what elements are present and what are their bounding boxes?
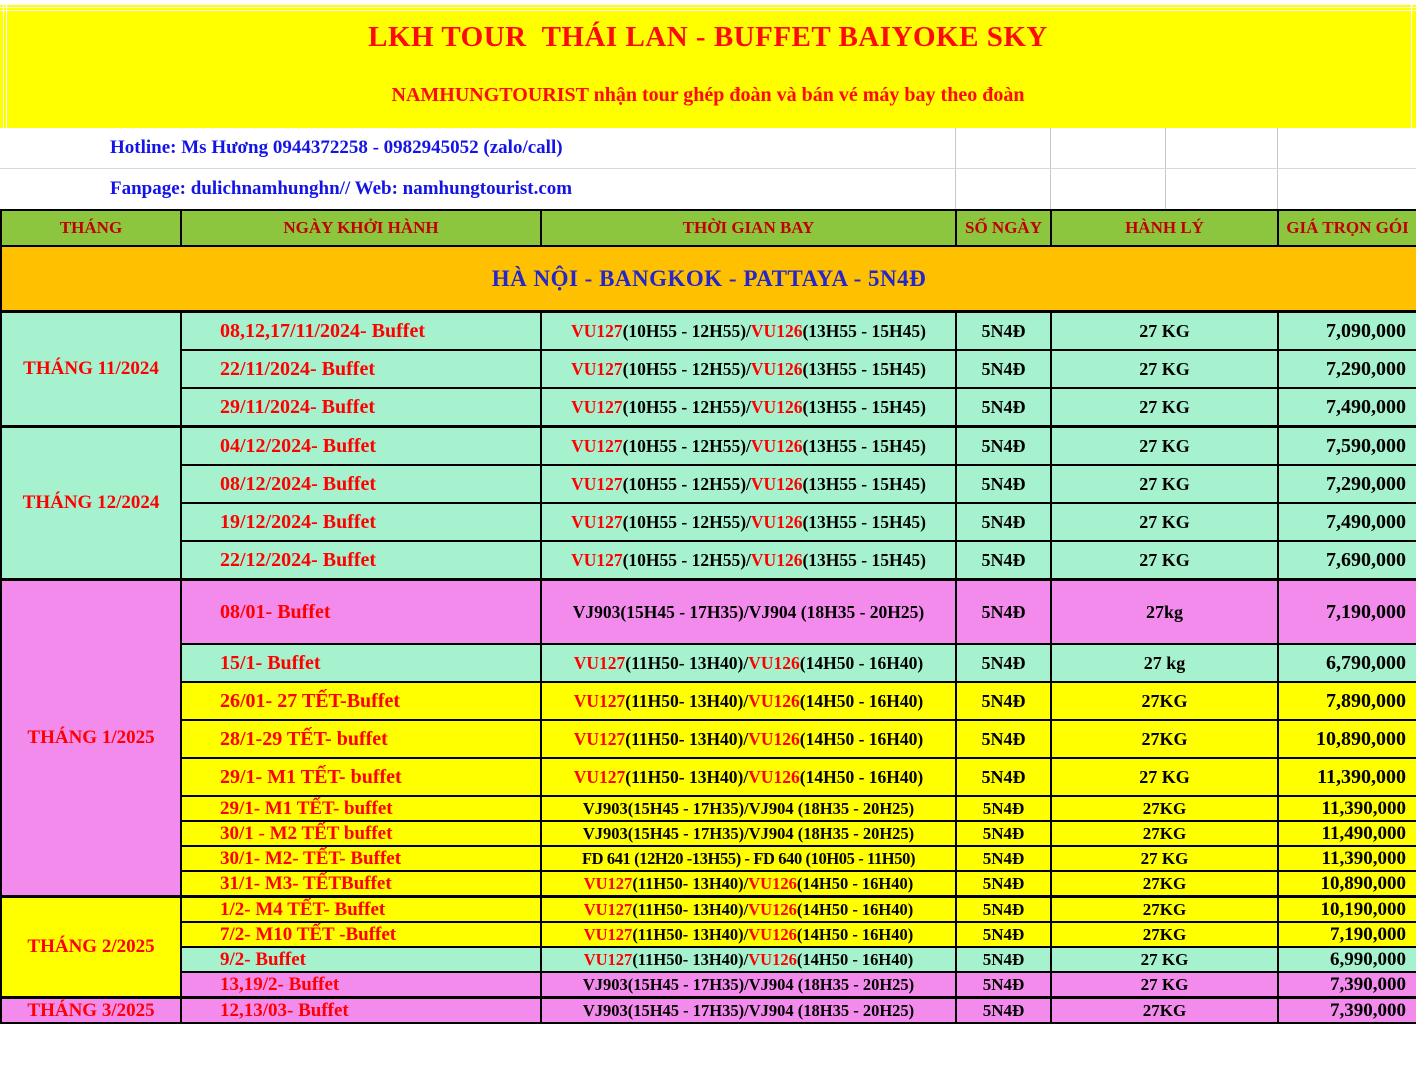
gridline bbox=[1277, 128, 1278, 168]
days-cell[interactable]: 5N4Đ bbox=[956, 312, 1051, 351]
flight-time: (13H55 - 15H45) bbox=[802, 511, 926, 532]
flight-time: (11H50- 13H40)/ bbox=[632, 924, 749, 944]
gridline bbox=[1050, 128, 1051, 168]
flight-cell[interactable] bbox=[541, 644, 956, 682]
date-cell[interactable]: 1/2- M4 TẾT- Buffet bbox=[181, 897, 541, 923]
baggage-cell[interactable]: 27KG bbox=[1051, 796, 1278, 821]
fanpage-text: Fanpage: dulichnamhunghn// Web: namhungtourist.com bbox=[110, 178, 573, 199]
baggage-cell[interactable]: 27 kg bbox=[1051, 644, 1278, 682]
flight-time: (14H50 - 16H40) bbox=[799, 766, 924, 787]
flight-time: (13H55 - 15H45) bbox=[802, 549, 926, 570]
flight-code: VU127 bbox=[583, 924, 633, 944]
flight-cell[interactable] bbox=[541, 796, 956, 821]
column-header-month[interactable]: THÁNG bbox=[1, 210, 181, 246]
flight-code: VU126 bbox=[748, 728, 800, 749]
price-cell[interactable]: 11,390,000 bbox=[1278, 796, 1416, 821]
baggage-cell[interactable]: 27 KG bbox=[1051, 465, 1278, 503]
table-row bbox=[1, 465, 1416, 503]
banner-gridline bbox=[0, 7, 1416, 8]
flight-time: (10H55 - 12H55)/ bbox=[622, 358, 751, 379]
flight-code: VU127 bbox=[573, 690, 626, 711]
flight-time: (11H50- 13H40)/ bbox=[632, 899, 749, 919]
flight-time: (10H55 - 12H55)/ bbox=[622, 473, 751, 494]
date-cell[interactable]: 9/2- Buffet bbox=[181, 947, 541, 972]
table-row bbox=[1, 821, 1416, 846]
flight-code: VU126 bbox=[748, 652, 800, 673]
days-cell[interactable]: 5N4Đ bbox=[956, 897, 1051, 923]
flight-cell[interactable] bbox=[541, 682, 956, 720]
flight-time: FD 641 (12H20 -13H55) - FD 640 (10H05 - 11H50) bbox=[581, 848, 916, 868]
gridline bbox=[1277, 169, 1278, 209]
flight-time: (10H55 - 12H55)/ bbox=[622, 435, 751, 456]
flight-cell[interactable] bbox=[541, 720, 956, 758]
flight-code: VU126 bbox=[750, 396, 803, 417]
table-row bbox=[1, 682, 1416, 720]
price-cell[interactable]: 7,190,000 bbox=[1278, 922, 1416, 947]
flight-time: (14H50 - 16H40) bbox=[799, 690, 924, 711]
baggage-cell[interactable]: 27 KG bbox=[1051, 503, 1278, 541]
flight-time: (10H55 - 12H55)/ bbox=[622, 511, 751, 532]
price-cell[interactable]: 7,590,000 bbox=[1278, 427, 1416, 466]
date-cell[interactable]: 04/12/2024- Buffet bbox=[181, 427, 541, 466]
flight-time: (13H55 - 15H45) bbox=[802, 320, 926, 341]
flight-code: VU127 bbox=[571, 511, 623, 532]
table-row bbox=[1, 846, 1416, 871]
days-cell[interactable]: 5N4Đ bbox=[956, 541, 1051, 580]
price-cell[interactable]: 7,690,000 bbox=[1278, 541, 1416, 580]
price-cell[interactable]: 7,290,000 bbox=[1278, 465, 1416, 503]
date-cell[interactable]: 29/11/2024- Buffet bbox=[181, 388, 541, 427]
date-cell[interactable]: 29/1- M1 TẾT- buffet bbox=[181, 796, 541, 821]
flight-code: VU127 bbox=[571, 435, 623, 456]
price-cell[interactable]: 11,390,000 bbox=[1278, 846, 1416, 871]
date-cell[interactable]: 31/1- M3- TẾTBuffet bbox=[181, 871, 541, 897]
flight-time: (11H50- 13H40)/ bbox=[632, 873, 749, 893]
baggage-cell[interactable]: 27 KG bbox=[1051, 541, 1278, 580]
flight-cell[interactable] bbox=[541, 998, 956, 1024]
price-cell[interactable]: 7,390,000 bbox=[1278, 972, 1416, 998]
baggage-cell[interactable]: 27 KG bbox=[1051, 972, 1278, 998]
banner-gridline bbox=[3, 5, 4, 128]
table-row bbox=[1, 972, 1416, 998]
flight-time: (13H55 - 15H45) bbox=[802, 396, 926, 417]
flight-cell[interactable] bbox=[541, 465, 956, 503]
flight-time: (14H50 - 16H40) bbox=[796, 949, 914, 969]
flight-cell[interactable] bbox=[541, 972, 956, 998]
flight-time: VJ903(15H45 - 17H35)/VJ904 (18H35 - 20H25) bbox=[582, 823, 915, 843]
page-subtitle: NAMHUNGTOURIST nhận tour ghép đoàn và bán vé máy bay theo đoàn bbox=[391, 84, 1025, 106]
flight-time: (14H50 - 16H40) bbox=[799, 728, 924, 749]
baggage-cell[interactable]: 27 KG bbox=[1051, 427, 1278, 466]
days-cell[interactable]: 5N4Đ bbox=[956, 644, 1051, 682]
table-row bbox=[1, 388, 1416, 427]
baggage-cell[interactable]: 27 KG bbox=[1051, 758, 1278, 796]
flight-code: VU126 bbox=[750, 435, 803, 456]
flight-time: (14H50 - 16H40) bbox=[799, 652, 924, 673]
flight-time: (11H50- 13H40)/ bbox=[625, 728, 749, 749]
price-cell[interactable]: 10,190,000 bbox=[1278, 897, 1416, 923]
banner bbox=[0, 5, 1416, 128]
flight-code: VU126 bbox=[750, 473, 803, 494]
flight-time: (13H55 - 15H45) bbox=[802, 435, 926, 456]
flight-time: (10H55 - 12H55)/ bbox=[622, 549, 751, 570]
month-cell[interactable]: THÁNG 2/2025 bbox=[1, 897, 181, 998]
banner-gridline bbox=[0, 10, 1416, 11]
table-row bbox=[1, 427, 1416, 466]
banner-gridline bbox=[6, 5, 7, 128]
date-cell[interactable]: 22/12/2024- Buffet bbox=[181, 541, 541, 580]
baggage-cell[interactable]: 27KG bbox=[1051, 821, 1278, 846]
baggage-cell[interactable]: 27KG bbox=[1051, 682, 1278, 720]
flight-code: VU126 bbox=[750, 358, 803, 379]
days-cell[interactable]: 5N4Đ bbox=[956, 998, 1051, 1024]
flight-time: (11H50- 13H40)/ bbox=[625, 766, 749, 787]
flight-code: VU126 bbox=[750, 511, 803, 532]
baggage-cell[interactable]: 27 KG bbox=[1051, 312, 1278, 351]
flight-time: (11H50- 13H40)/ bbox=[625, 652, 749, 673]
flight-code: VU126 bbox=[748, 899, 797, 919]
page-title: LKH TOUR THÁI LAN - BUFFET BAIYOKE SKY bbox=[368, 21, 1048, 53]
header-row bbox=[1, 210, 1416, 246]
flight-time: (14H50 - 16H40) bbox=[796, 924, 914, 944]
flight-code: VU126 bbox=[750, 549, 803, 570]
flight-time: VJ903(15H45 - 17H35)/VJ904 (18H35 - 20H25) bbox=[572, 601, 925, 622]
price-cell[interactable]: 6,790,000 bbox=[1278, 644, 1416, 682]
days-cell[interactable]: 5N4Đ bbox=[956, 388, 1051, 427]
days-cell[interactable]: 5N4Đ bbox=[956, 846, 1051, 871]
baggage-cell[interactable]: 27KG bbox=[1051, 998, 1278, 1024]
banner-gridline bbox=[1411, 5, 1412, 128]
flight-cell[interactable] bbox=[541, 541, 956, 580]
flight-cell[interactable] bbox=[541, 312, 956, 351]
price-cell[interactable]: 10,890,000 bbox=[1278, 720, 1416, 758]
month-cell[interactable]: THÁNG 1/2025 bbox=[1, 580, 181, 897]
flight-code: VU127 bbox=[571, 473, 623, 494]
flight-code: VU127 bbox=[571, 549, 623, 570]
flight-code: VU126 bbox=[748, 766, 800, 787]
days-cell[interactable]: 5N4Đ bbox=[956, 503, 1051, 541]
flight-code: VU127 bbox=[583, 873, 633, 893]
table-row bbox=[1, 897, 1416, 923]
price-cell[interactable]: 7,090,000 bbox=[1278, 312, 1416, 351]
flight-cell[interactable] bbox=[541, 758, 956, 796]
table-row bbox=[1, 796, 1416, 821]
flight-time: (10H55 - 12H55)/ bbox=[622, 320, 751, 341]
flight-time: VJ903(15H45 - 17H35)/VJ904 (18H35 - 20H25) bbox=[582, 1000, 915, 1020]
days-cell[interactable]: 5N4Đ bbox=[956, 465, 1051, 503]
flight-time: (11H50- 13H40)/ bbox=[632, 949, 749, 969]
hotline-text: Hotline: Ms Hương 0944372258 - 0982945052 (zalo/call) bbox=[110, 137, 563, 158]
days-cell[interactable]: 5N4Đ bbox=[956, 720, 1051, 758]
days-cell[interactable]: 5N4Đ bbox=[956, 947, 1051, 972]
baggage-cell[interactable]: 27 KG bbox=[1051, 846, 1278, 871]
gridline bbox=[955, 169, 956, 209]
table-row bbox=[1, 758, 1416, 796]
flight-code: VU127 bbox=[571, 358, 623, 379]
baggage-cell[interactable]: 27KG bbox=[1051, 922, 1278, 947]
days-cell[interactable]: 5N4Đ bbox=[956, 796, 1051, 821]
baggage-cell[interactable]: 27KG bbox=[1051, 871, 1278, 897]
flight-code: VU127 bbox=[573, 728, 626, 749]
price-cell[interactable]: 6,990,000 bbox=[1278, 947, 1416, 972]
date-cell[interactable]: 08/01- Buffet bbox=[181, 580, 541, 645]
column-header-departure[interactable]: NGÀY KHỞI HÀNH bbox=[181, 210, 541, 246]
flight-cell[interactable] bbox=[541, 821, 956, 846]
hotline-row[interactable] bbox=[0, 128, 1416, 169]
flight-code: VU127 bbox=[571, 396, 623, 417]
flight-cell[interactable] bbox=[541, 427, 956, 466]
flight-cell[interactable] bbox=[541, 388, 956, 427]
date-cell[interactable]: 29/1- M1 TẾT- buffet bbox=[181, 758, 541, 796]
flight-cell[interactable] bbox=[541, 846, 956, 871]
price-cell[interactable]: 10,890,000 bbox=[1278, 871, 1416, 897]
baggage-cell[interactable]: 27kg bbox=[1051, 580, 1278, 645]
flight-code: VU127 bbox=[573, 766, 626, 787]
price-cell[interactable]: 7,490,000 bbox=[1278, 503, 1416, 541]
flight-code: VU127 bbox=[583, 949, 633, 969]
table-row bbox=[1, 580, 1416, 645]
gridline bbox=[1050, 169, 1051, 209]
route-banner-row bbox=[1, 246, 1416, 312]
flight-time: (14H50 - 16H40) bbox=[796, 899, 914, 919]
table-row bbox=[1, 503, 1416, 541]
flight-time: (11H50- 13H40)/ bbox=[625, 690, 749, 711]
flight-time: (13H55 - 15H45) bbox=[802, 358, 926, 379]
table-row bbox=[1, 947, 1416, 972]
days-cell[interactable]: 5N4Đ bbox=[956, 580, 1051, 645]
days-cell[interactable]: 5N4Đ bbox=[956, 427, 1051, 466]
column-header-flight-time[interactable]: THỜI GIAN BAY bbox=[541, 210, 956, 246]
table-row bbox=[1, 720, 1416, 758]
price-cell[interactable]: 7,290,000 bbox=[1278, 350, 1416, 388]
table-row bbox=[1, 871, 1416, 897]
date-cell[interactable]: 22/11/2024- Buffet bbox=[181, 350, 541, 388]
price-cell[interactable]: 7,890,000 bbox=[1278, 682, 1416, 720]
flight-cell[interactable] bbox=[541, 871, 956, 897]
column-header-price[interactable]: GIÁ TRỌN GÓI bbox=[1278, 210, 1416, 246]
flight-cell[interactable] bbox=[541, 580, 956, 645]
fanpage-row[interactable] bbox=[0, 169, 1416, 209]
days-cell[interactable]: 5N4Đ bbox=[956, 821, 1051, 846]
price-cell[interactable]: 7,390,000 bbox=[1278, 998, 1416, 1024]
days-cell[interactable]: 5N4Đ bbox=[956, 972, 1051, 998]
flight-code: VU126 bbox=[748, 873, 797, 893]
table-row bbox=[1, 922, 1416, 947]
flight-time: (10H55 - 12H55)/ bbox=[622, 396, 751, 417]
price-cell[interactable]: 11,390,000 bbox=[1278, 758, 1416, 796]
days-cell[interactable]: 5N4Đ bbox=[956, 350, 1051, 388]
flight-time: (14H50 - 16H40) bbox=[796, 873, 914, 893]
date-cell[interactable]: 13,19/2- Buffet bbox=[181, 972, 541, 998]
date-cell[interactable]: 08,12,17/11/2024- Buffet bbox=[181, 312, 541, 351]
days-cell[interactable]: 5N4Đ bbox=[956, 871, 1051, 897]
date-cell[interactable]: 28/1-29 TẾT- buffet bbox=[181, 720, 541, 758]
flight-code: VU126 bbox=[748, 924, 797, 944]
date-cell[interactable]: 19/12/2024- Buffet bbox=[181, 503, 541, 541]
gridline bbox=[1165, 169, 1166, 209]
flight-time: VJ903(15H45 - 17H35)/VJ904 (18H35 - 20H25) bbox=[582, 974, 915, 994]
flight-cell[interactable] bbox=[541, 947, 956, 972]
gridline bbox=[955, 128, 956, 168]
days-cell[interactable]: 5N4Đ bbox=[956, 682, 1051, 720]
baggage-cell[interactable]: 27 KG bbox=[1051, 350, 1278, 388]
flight-time: VJ903(15H45 - 17H35)/VJ904 (18H35 - 20H25) bbox=[582, 798, 915, 818]
flight-cell[interactable] bbox=[541, 350, 956, 388]
date-cell[interactable]: 12,13/03- Buffet bbox=[181, 998, 541, 1024]
flight-code: VU126 bbox=[750, 320, 803, 341]
date-cell[interactable]: 15/1- Buffet bbox=[181, 644, 541, 682]
baggage-cell[interactable]: 27KG bbox=[1051, 897, 1278, 923]
month-cell[interactable]: THÁNG 11/2024 bbox=[1, 312, 181, 427]
column-header-baggage[interactable]: HÀNH LÝ bbox=[1051, 210, 1278, 246]
baggage-cell[interactable]: 27KG bbox=[1051, 720, 1278, 758]
date-cell[interactable]: 08/12/2024- Buffet bbox=[181, 465, 541, 503]
date-cell[interactable]: 30/1 - M2 TẾT buffet bbox=[181, 821, 541, 846]
route-banner[interactable]: HÀ NỘI - BANGKOK - PATTAYA - 5N4Đ bbox=[1, 246, 1416, 312]
table-row bbox=[1, 350, 1416, 388]
price-cell[interactable]: 11,490,000 bbox=[1278, 821, 1416, 846]
price-cell[interactable]: 7,490,000 bbox=[1278, 388, 1416, 427]
price-cell[interactable]: 7,190,000 bbox=[1278, 580, 1416, 645]
tour-price-table bbox=[0, 209, 1416, 1024]
flight-cell[interactable] bbox=[541, 503, 956, 541]
flight-time: (13H55 - 15H45) bbox=[802, 473, 926, 494]
table-row bbox=[1, 541, 1416, 580]
flight-code: VU127 bbox=[583, 899, 633, 919]
flight-code: VU127 bbox=[573, 652, 626, 673]
table-row bbox=[1, 998, 1416, 1024]
days-cell[interactable]: 5N4Đ bbox=[956, 758, 1051, 796]
date-cell[interactable]: 26/01- 27 TẾT-Buffet bbox=[181, 682, 541, 720]
table-row bbox=[1, 644, 1416, 682]
flight-code: VU126 bbox=[748, 949, 797, 969]
flight-code: VU127 bbox=[571, 320, 623, 341]
flight-cell[interactable] bbox=[541, 897, 956, 923]
date-cell[interactable]: 30/1- M2- TẾT- Buffet bbox=[181, 846, 541, 871]
baggage-cell[interactable]: 27 KG bbox=[1051, 388, 1278, 427]
table-row bbox=[1, 312, 1416, 351]
month-cell[interactable]: THÁNG 3/2025 bbox=[1, 998, 181, 1024]
month-cell[interactable]: THÁNG 12/2024 bbox=[1, 427, 181, 580]
gridline bbox=[1165, 128, 1166, 168]
column-header-days[interactable]: SỐ NGÀY bbox=[956, 210, 1051, 246]
flight-code: VU126 bbox=[748, 690, 800, 711]
days-cell[interactable]: 5N4Đ bbox=[956, 922, 1051, 947]
flight-cell[interactable] bbox=[541, 922, 956, 947]
baggage-cell[interactable]: 27 KG bbox=[1051, 947, 1278, 972]
date-cell[interactable]: 7/2- M10 TẾT -Buffet bbox=[181, 922, 541, 947]
